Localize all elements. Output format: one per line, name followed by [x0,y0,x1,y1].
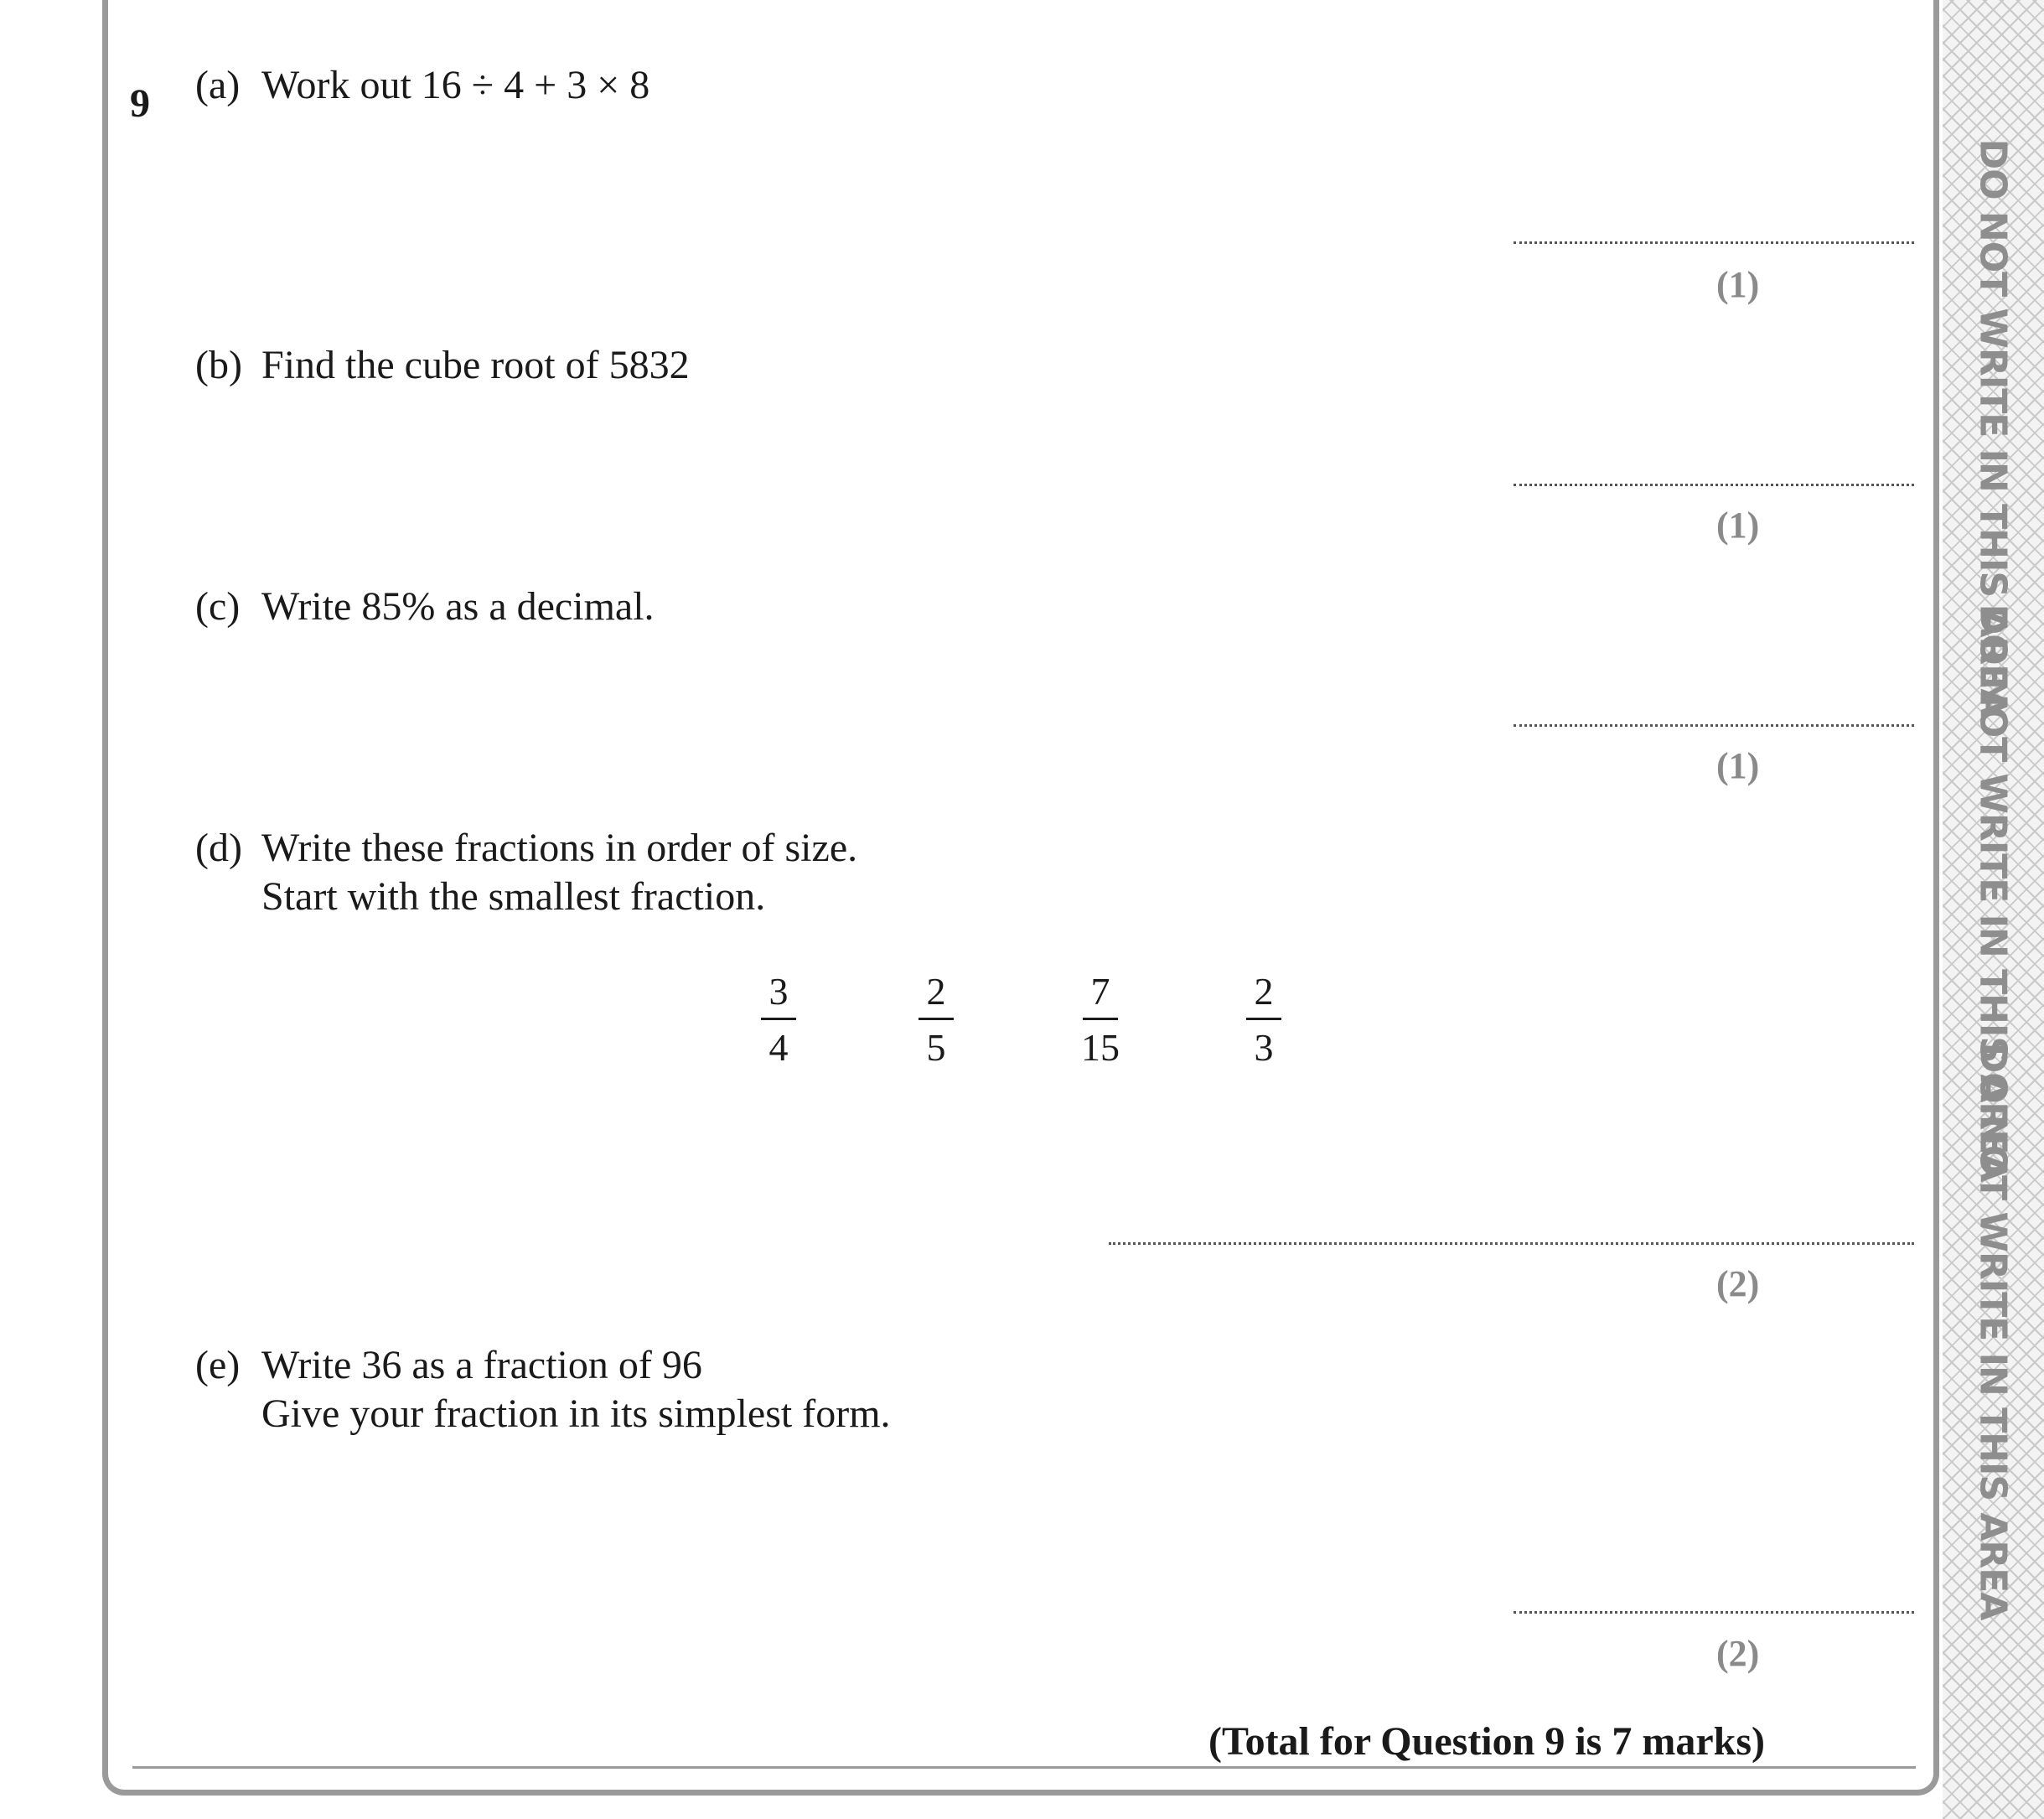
part-e-marks: (2) [1716,1633,1760,1674]
part-e-label: (e) [195,1343,241,1387]
margin-warning-top: DO NOT WRITE IN THIS AREA [1971,138,2015,717]
part-c-text [261,583,655,631]
bottom-rule [132,1766,1916,1769]
part-e-line-1: Write 36 as a fraction of 96 [261,1343,702,1387]
part-d-answer-line[interactable] [1109,1242,1914,1245]
part-b-marks: (1) [1716,505,1760,546]
part-a-text [261,61,649,110]
part-a-line: Work out 16 ÷ 4 + 3 × 8 [261,63,650,107]
fraction-3 [1081,972,1120,1067]
fraction-4-denominator: 3 [1254,1026,1274,1069]
part-d-text [261,824,857,921]
fraction-1-numerator: 3 [761,972,796,1020]
fraction-2-numerator: 2 [919,972,954,1020]
fraction-1-denominator: 4 [768,1026,789,1069]
part-c-label: (c) [195,584,241,629]
part-a-marks: (1) [1716,264,1760,305]
fraction-1 [761,972,796,1067]
question-number: 9 [130,81,150,126]
fraction-4 [1246,972,1281,1067]
fraction-3-denominator: 15 [1081,1026,1120,1069]
part-e-line-2: Give your fraction in its simplest form. [261,1391,891,1436]
part-d-line-1: Write these fractions in order of size. [261,826,858,870]
part-a-answer-line[interactable] [1514,241,1914,244]
part-d-line-2: Start with the smallest fraction. [261,874,766,919]
part-d-label: (d) [195,826,242,870]
part-b-line: Find the cube root of 5832 [261,343,690,387]
fraction-2-denominator: 5 [926,1026,946,1069]
fraction-3-numerator: 7 [1083,972,1118,1020]
part-e-text [261,1341,891,1438]
part-c-line: Write 85% as a decimal. [261,584,655,629]
fraction-2 [919,972,954,1067]
margin-warning-middle: DO NOT WRITE IN THIS AREA [1971,604,2015,1182]
part-b-label: (b) [195,343,242,387]
margin-warning-bottom-clip [1943,1042,2044,1620]
question-total: (Total for Question 9 is 7 marks) [1208,1719,1765,1764]
margin-warning-bottom: DO NOT WRITE IN THIS AREA [1971,1042,2015,1620]
part-d-marks: (2) [1716,1263,1760,1304]
part-a-label: (a) [195,63,241,107]
part-b-text [261,341,690,390]
part-c-marks: (1) [1716,745,1760,786]
part-e-answer-line[interactable] [1514,1611,1914,1614]
part-c-answer-line[interactable] [1514,724,1914,727]
part-b-answer-line[interactable] [1514,484,1914,486]
fraction-4-numerator: 2 [1246,972,1281,1020]
